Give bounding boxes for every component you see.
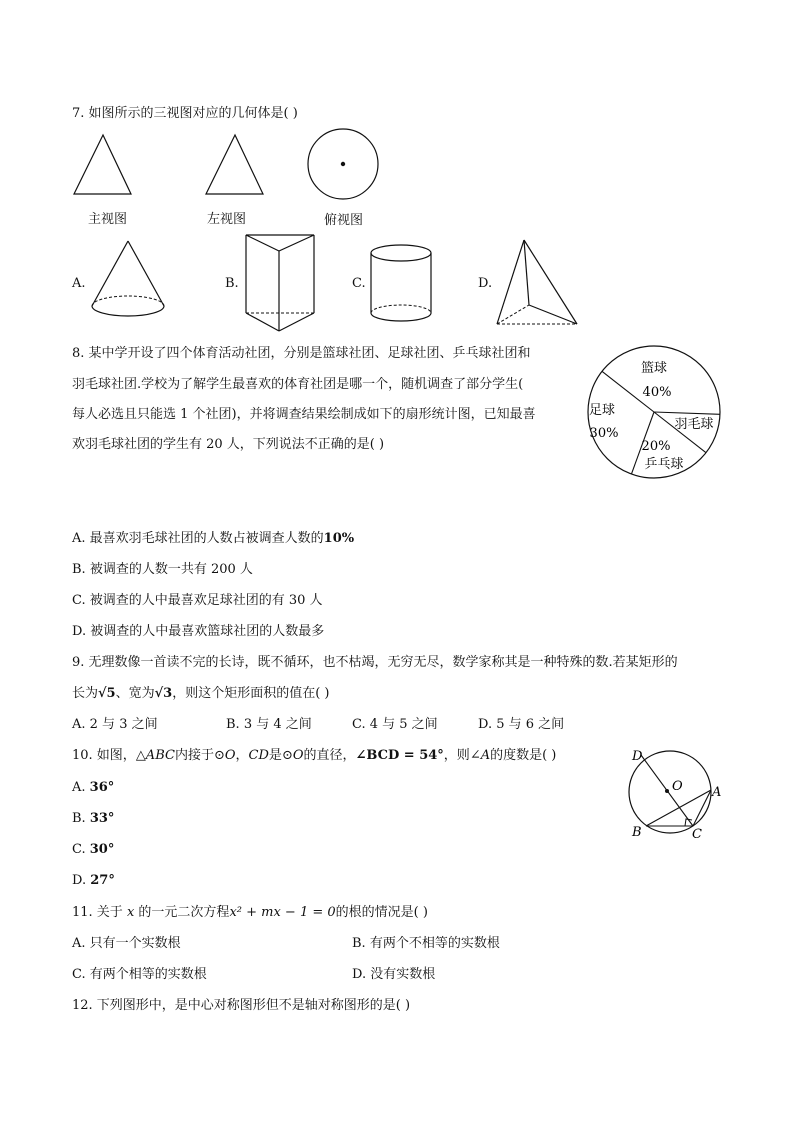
side-view-triangle — [206, 135, 263, 194]
q8-option-d: D. 被调查的人中最喜欢篮球社团的人数最多 — [72, 624, 325, 639]
q9-length-label: 长为 — [72, 686, 99, 701]
point-b-label: B — [632, 825, 642, 840]
q10-stem: 10. 如图，△ABC内接于⊙O，CD是⊙O的直径，∠BCD = 54°，则∠A的度数是( ) — [72, 748, 557, 763]
pie-label-4: 羽毛球 — [674, 417, 714, 432]
q8-option-a-percent: 10% — [323, 531, 355, 546]
q9-question: ，则这个矩形面积的值在( ) — [172, 686, 330, 701]
pie-percent-2: 30% — [589, 426, 619, 441]
q9-width-label: 、宽为 — [115, 686, 155, 701]
segment-ab — [646, 790, 711, 826]
variable-x: x — [126, 905, 135, 920]
q11-option-a: A. 只有一个实数根 — [72, 936, 181, 951]
q7-option-c: C. — [352, 276, 366, 291]
center-dot — [665, 789, 669, 793]
q10-option-c: C. 30° — [72, 842, 115, 857]
q8-stem-line-4: 欢羽毛球社团的学生有 20 人，下列说法不正确的是( ) — [72, 437, 385, 452]
prism-figure — [246, 235, 314, 331]
q9-sqrt5: √5 — [98, 686, 116, 701]
q10-option-a: A. 36° — [72, 780, 115, 795]
pie-slice-boundary-1 — [654, 412, 720, 414]
q8-option-a-text: A. 最喜欢羽毛球社团的人数占被调查人数的 — [72, 531, 324, 546]
q7-option-d: D. — [478, 276, 493, 291]
q10-option-b: B. 33° — [72, 811, 115, 826]
q11-stem: 11. 关于 x 的一元二次方程x² + mx − 1 = 0的根的情况是( ) — [72, 905, 428, 920]
cylinder-figure — [371, 245, 431, 321]
q11-option-c: C. 有两个相等的实数根 — [72, 967, 207, 982]
q7-three-views — [70, 130, 390, 210]
q11-equation: x² + mx − 1 = 0 — [229, 905, 336, 920]
cone-figure — [92, 241, 164, 316]
q8-option-a — [72, 531, 354, 547]
top-view-label: 俯视图 — [324, 213, 364, 228]
point-c-label: C — [692, 827, 702, 842]
point-d-label: D — [632, 749, 643, 764]
front-view-triangle — [74, 135, 131, 194]
q9-option-b: B. 3 与 4 之间 — [226, 717, 312, 732]
top-view-center-dot — [341, 162, 345, 166]
angle-bcd: ∠BCD = 54° — [355, 748, 444, 763]
q8-stem-line-3: 每人必选且只能选 1 个社团)，并将调查结果绘制成如下的扇形统计图，已知最喜 — [72, 407, 536, 422]
q8-stem-line-2: 羽毛球社团.学校为了解学生最喜欢的体育社团是哪一个，随机调查了部分学生( — [72, 377, 524, 392]
front-view-label: 主视图 — [88, 212, 128, 227]
q12-stem: 12. 下列图形中，是中心对称图形但不是轴对称图形的是( ) — [72, 998, 411, 1013]
q7-option-a: A. — [72, 276, 86, 291]
q10-circle-figure — [620, 742, 730, 842]
q9-stem-line-2 — [72, 686, 330, 702]
triangle-abc: △ABC — [135, 748, 175, 763]
circle-o: ⊙O — [213, 748, 236, 763]
pie-label-3: 乒乓球 — [644, 457, 684, 472]
q9-option-c: C. 4 与 5 之间 — [352, 717, 438, 732]
q8-option-b: B. 被调查的人数一共有 200 人 — [72, 562, 253, 577]
segment-cd: CD — [248, 748, 269, 763]
point-a-label: A — [712, 785, 722, 800]
q9-stem-line-1: 9. 无理数像一首读不完的长诗，既不循环，也不枯竭，无穷无尽，数学家称其是一种特殊的数.若某矩形的 — [72, 655, 678, 670]
pie-chart — [584, 342, 724, 482]
point-o-label: O — [672, 779, 683, 794]
pie-label-1: 篮球 — [640, 361, 668, 376]
side-view-label: 左视图 — [207, 212, 247, 227]
q7-option-b: B. — [225, 276, 239, 291]
q8-stem-line-1: 8. 某中学开设了四个体育活动社团，分别是篮球社团、足球社团、乒乓球社团和 — [72, 346, 531, 361]
pie-label-2: 足球 — [588, 403, 616, 418]
q9-sqrt3: √3 — [154, 686, 173, 701]
angle-a: ∠A — [469, 748, 491, 763]
pie-percent-1: 40% — [642, 385, 672, 400]
q11-option-d: D. 没有实数根 — [352, 967, 436, 982]
q9-option-d: D. 5 与 6 之间 — [478, 717, 565, 732]
q10-option-d: D. 27° — [72, 873, 115, 888]
q7-stem: 7. 如图所示的三视图对应的几何体是( ) — [72, 106, 298, 121]
q7-solid-options — [86, 235, 586, 335]
q9-option-a: A. 2 与 3 之间 — [72, 717, 158, 732]
q11-option-b: B. 有两个不相等的实数根 — [352, 936, 500, 951]
tetrahedron-figure — [497, 240, 577, 324]
pie-percent-3: 20% — [641, 439, 671, 454]
q8-option-c: C. 被调查的人中最喜欢足球社团的有 30 人 — [72, 593, 323, 608]
